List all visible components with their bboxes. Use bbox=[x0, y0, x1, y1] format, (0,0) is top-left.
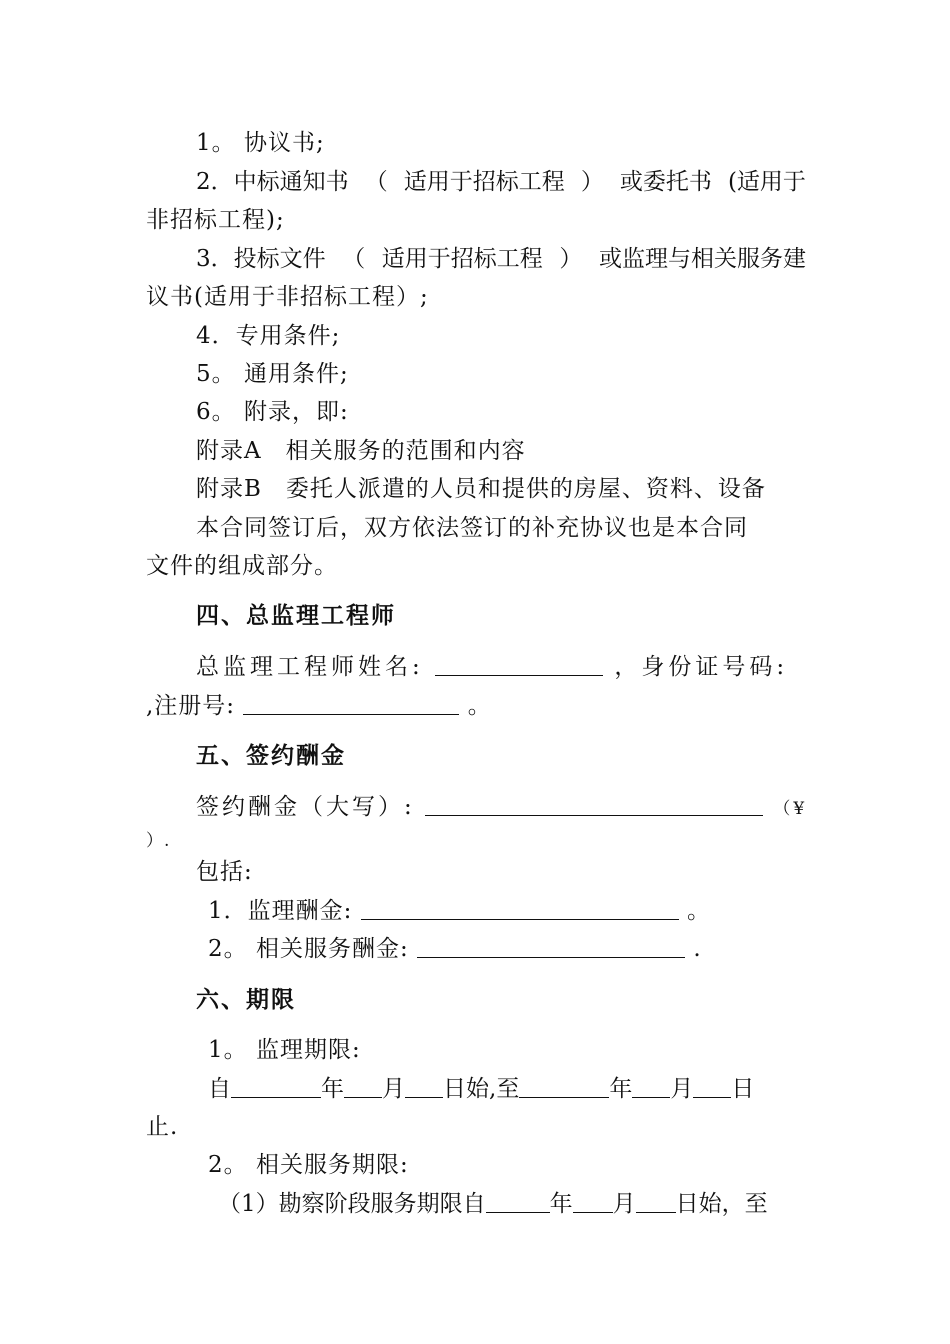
appendix-b: 附录B 委托人派遣的人员和提供的房屋、资料、设备 bbox=[196, 476, 766, 502]
start-day-field[interactable] bbox=[405, 1075, 443, 1098]
start-day-unit: 日始, bbox=[443, 1076, 497, 1102]
list-item-1: 1。 协议书; bbox=[196, 130, 325, 156]
start-month-unit: 月 bbox=[382, 1076, 405, 1102]
list-item-2-text-a: 2．中标通知书 bbox=[196, 169, 349, 195]
supervision-fee-label: 1．监理酬金: bbox=[208, 898, 353, 924]
list-item-4: 4．专用条件; bbox=[196, 323, 341, 349]
service-period-label: 2。 相关服务期限: bbox=[208, 1152, 409, 1178]
list-item-6: 6。 附录，即: bbox=[196, 399, 349, 425]
registration-end: 。 bbox=[467, 693, 492, 719]
list-item-3-line2: 议书(适用于非招标工程）; bbox=[146, 284, 429, 310]
list-item-3-text-c: 或监理与相关服务建 bbox=[598, 246, 806, 272]
director-name-label: 总监理工程师姓名: bbox=[196, 654, 424, 680]
supervision-period-label: 1。 监理期限: bbox=[208, 1037, 361, 1063]
appendix-a: 附录A 相关服务的范围和内容 bbox=[196, 438, 526, 464]
supervision-fee-field[interactable] bbox=[361, 897, 679, 920]
survey-month-unit: 月 bbox=[612, 1191, 636, 1217]
list-item-3-paren-open: （ bbox=[342, 246, 366, 272]
end-day-field[interactable] bbox=[693, 1075, 731, 1098]
list-item-5: 5。 通用条件; bbox=[196, 361, 349, 387]
supervision-fee-line bbox=[208, 892, 711, 925]
list-item-3-text-a: 3．投标文件 bbox=[196, 246, 326, 272]
start-year-unit: 年 bbox=[321, 1076, 344, 1102]
id-number-label: ，身份证号码: bbox=[614, 654, 789, 680]
survey-period-label: （1）勘察阶段服务期限自 bbox=[218, 1191, 486, 1217]
supplement-line1: 本合同签订后，双方依法签订的补充协议也是本合同 bbox=[196, 515, 748, 541]
end-year-unit: 年 bbox=[609, 1076, 633, 1102]
section-6-heading: 六、期限 bbox=[196, 987, 296, 1013]
end-month-field[interactable] bbox=[632, 1075, 670, 1098]
list-item-3-line1 bbox=[196, 240, 806, 273]
fee-yen: （¥ bbox=[773, 799, 808, 819]
survey-start-unit: 日始，至 bbox=[675, 1191, 768, 1217]
list-item-2-paren-open: （ bbox=[364, 169, 388, 195]
fee-include-label: 包括: bbox=[196, 859, 253, 885]
registration-line bbox=[146, 687, 492, 720]
end-year-field[interactable] bbox=[519, 1075, 609, 1098]
end-day-unit: 日 bbox=[731, 1076, 755, 1102]
supervision-fee-end: 。 bbox=[687, 898, 712, 924]
service-fee-field[interactable] bbox=[417, 935, 685, 958]
supplement-line2: 文件的组成部分。 bbox=[146, 553, 338, 579]
list-item-2-paren-close: ） bbox=[580, 169, 604, 195]
director-name-line bbox=[196, 648, 788, 681]
period-from: 自 bbox=[208, 1076, 231, 1102]
service-fee-line bbox=[208, 930, 702, 963]
list-item-2-text-b: 适用于招标工程 bbox=[403, 169, 565, 195]
list-item-2-line2: 非招标工程); bbox=[146, 207, 285, 233]
survey-day-field[interactable] bbox=[636, 1190, 676, 1213]
list-item-2-text-d: (适用于 bbox=[727, 169, 806, 195]
survey-month-field[interactable] bbox=[573, 1190, 613, 1213]
survey-year-unit: 年 bbox=[549, 1191, 573, 1217]
start-month-field[interactable] bbox=[344, 1075, 382, 1098]
end-month-unit: 月 bbox=[670, 1076, 694, 1102]
list-item-2-text-c: 或委托书 bbox=[619, 169, 712, 195]
survey-period-line bbox=[218, 1185, 768, 1218]
section-5-heading: 五、签约酬金 bbox=[196, 743, 346, 769]
list-item-3-paren-close: ） bbox=[559, 246, 583, 272]
list-item-3-text-b: 适用于招标工程 bbox=[381, 246, 543, 272]
registration-label: ,注册号: bbox=[146, 693, 236, 719]
fee-amount-label: 签约酬金（大写）: bbox=[196, 794, 415, 820]
supervision-period-dates bbox=[208, 1070, 754, 1103]
section-4-heading: 四、总监理工程师 bbox=[196, 603, 396, 629]
fee-amount-field[interactable] bbox=[425, 793, 763, 816]
period-to: 至 bbox=[496, 1076, 520, 1102]
fee-amount-line bbox=[196, 788, 807, 821]
registration-field[interactable] bbox=[243, 692, 459, 715]
service-fee-end: . bbox=[693, 936, 702, 962]
start-year-field[interactable] bbox=[231, 1075, 321, 1098]
list-item-2-line1 bbox=[196, 163, 806, 196]
survey-year-field[interactable] bbox=[486, 1190, 550, 1213]
fee-amount-close: ）. bbox=[146, 831, 171, 851]
director-name-field[interactable] bbox=[435, 653, 603, 676]
service-fee-label: 2。 相关服务酬金: bbox=[208, 936, 409, 962]
supervision-period-stop: 止. bbox=[146, 1114, 179, 1140]
